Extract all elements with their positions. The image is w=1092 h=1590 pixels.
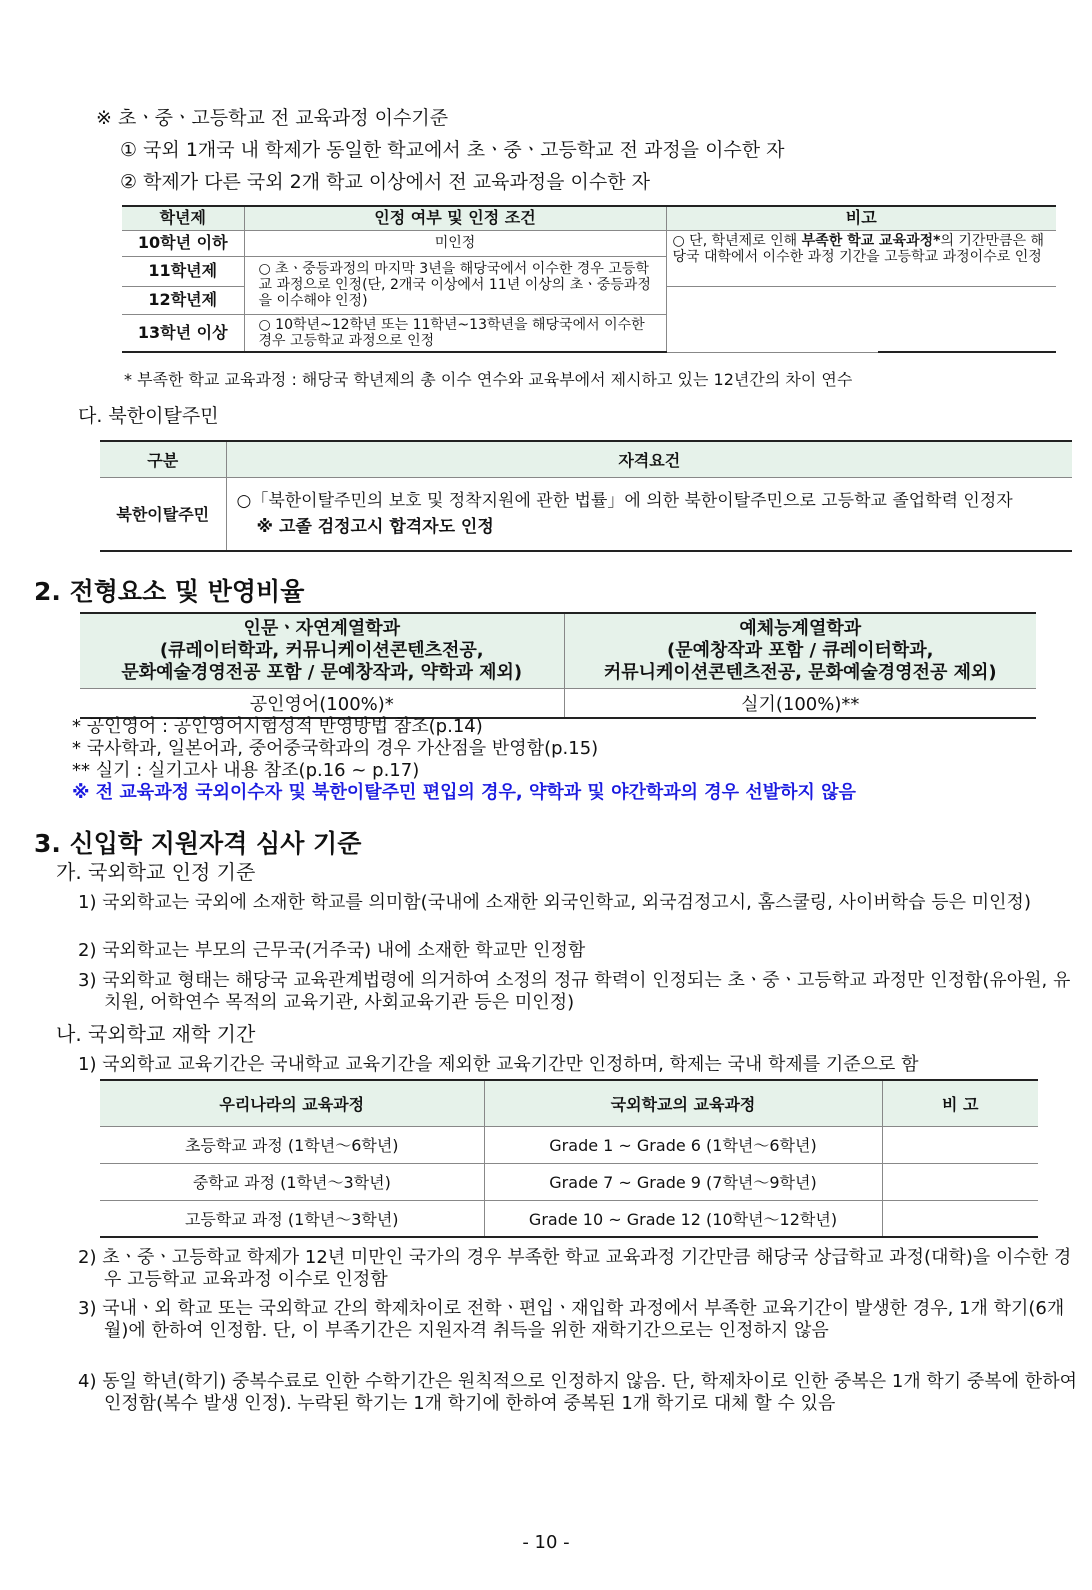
grade-system-table xyxy=(122,205,1056,353)
curriculum-abroad-cell: Grade 10 ~ Grade 12 (10학년～12학년) xyxy=(484,1200,882,1237)
section2-title: 2. 전형요소 및 반영비율 xyxy=(34,577,305,606)
curriculum-header-korea: 우리나라의 교육과정 xyxy=(100,1080,484,1126)
section3-title: 3. 신입학 지원자격 심사 기준 xyxy=(34,829,362,858)
north-korean-defector-table xyxy=(100,440,1072,552)
table1-header-condition: 인정 여부 및 인정 조건 xyxy=(244,206,666,230)
section-da-title: 다. 북한이탈주민 xyxy=(78,405,219,427)
table1-row-grade: 13학년 이상 xyxy=(122,314,244,352)
remark-text-post: 의 기간만큼은 해당국 대학에서 이수한 과정 기간을 고등학교 과정이수로 인정 xyxy=(672,232,1045,265)
selection-ratio-table xyxy=(80,612,1036,719)
ratio-header-humanities xyxy=(80,613,564,689)
curriculum-remark-cell xyxy=(882,1200,1038,1237)
remark-text-bold: 부족한 학교 교육과정* xyxy=(801,232,941,249)
na-item-4: 4) 동일 학년(학기) 중복수료로 인한 수학기간은 원칙적으로 인정하지 않음. 단, 학제차이로 인한 중복은 1개 학기 중복에 한하여 인정함(복수 발생 인정). 누락된 학기는 1개 학기에 한하여 중복된 1개 학기로 대체 할 수 있음 xyxy=(78,1371,1077,1414)
curriculum-korea-cell: 중학교 과정 (1학년～3학년) xyxy=(100,1163,484,1200)
ratio-note: * 국사학과, 일본어과, 중어중국학과의 경우 가산점을 반영함(p.15) xyxy=(72,738,599,759)
ratio-header-arts-line2: (문예창작과 포함 / 큐레이터학과, xyxy=(667,640,934,661)
defector-requirement-text: ○「북한이탈주민의 보호 및 정착지원에 관한 법률」에 의한 북한이탈주민으로 고등학교 졸업학력 인정자 xyxy=(236,490,1013,511)
curriculum-abroad-cell: Grade 7 ~ Grade 9 (7학년～9학년) xyxy=(484,1163,882,1200)
ratio-value-humanities: 공인영어(100%)* xyxy=(80,689,564,719)
na-item-2: 2) 초ㆍ중ㆍ고등학교 학제가 12년 미만인 국가의 경우 부족한 학교 교육과정 기간만큼 해당국 상급학교 과정(대학)을 이수한 경우 고등학교 교육과정 이수로 인정함 xyxy=(78,1247,1072,1290)
na-item-3: 3) 국내ㆍ외 학교 또는 국외학교 간의 학제차이로 전학ㆍ편입ㆍ재입학 과정에서 부족한 교육기간이 발생한 경우, 1개 학기(6개월)에 한하여 인정함. 단, 이 부족기간은 지원자격 취득을 위한 재학기간으로는 인정하지 않음 xyxy=(78,1298,1065,1341)
ratio-header-humanities-line2: (큐레이터학과, 커뮤니케이션콘텐츠전공, xyxy=(159,640,484,661)
curriculum-header-abroad: 국외학교의 교육과정 xyxy=(484,1080,882,1126)
ga-item-1: 1) 국외학교는 국외에 소재한 학교를 의미함(국내에 소재한 외국인학교, 외국검정고시, 홈스쿨링, 사이버학습 등은 미인정) xyxy=(78,892,1031,913)
table1-row-grade: 10학년 이하 xyxy=(122,230,244,256)
curriculum-korea-cell: 고등학교 과정 (1학년～3학년) xyxy=(100,1200,484,1237)
defector-requirement-note: ※ 고졸 검정고시 합격자도 인정 xyxy=(256,516,494,537)
criteria-item-2: ② 학제가 다른 국외 2개 학교 이상에서 전 교육과정을 이수한 자 xyxy=(120,171,651,193)
table1-remark-cell xyxy=(666,230,1056,286)
ratio-header-arts-line3: 커뮤니케이션콘텐츠전공, 문화예술경영전공 제외) xyxy=(603,662,997,683)
defector-header-category: 구분 xyxy=(100,441,226,477)
ratio-header-arts-line1: 예체능계열학과 xyxy=(739,618,862,639)
footnote-shortfall: * 부족한 학교 교육과정 : 해당국 학년제의 총 이수 연수와 교육부에서 제시하고 있는 12년간의 차이 연수 xyxy=(124,370,853,389)
table-row xyxy=(100,1200,1038,1237)
table1-row-condition: 미인정 xyxy=(244,230,666,256)
ga-item-2: 2) 국외학교는 부모의 근무국(거주국) 내에 소재한 학교만 인정함 xyxy=(78,940,586,961)
defector-header-requirements: 자격요건 xyxy=(226,441,1072,477)
selection-exclusion-notice: ※ 전 교육과정 국외이수자 및 북한이탈주민 편입의 경우, 약학과 및 야간학과의 경우 선발하지 않음 xyxy=(72,782,856,803)
table1-remark-empty xyxy=(666,286,1056,352)
ratio-note: ** 실기 : 실기고사 내용 참조(p.16 ~ p.17) xyxy=(72,760,420,781)
remark-text-pre: ○ 단, 학년제로 인해 xyxy=(672,232,802,249)
table1-row-grade: 11학년제 xyxy=(122,256,244,286)
na-item-1: 1) 국외학교 교육기간은 국내학교 교육기간을 제외한 교육기간만 인정하며, 학제는 국내 학제를 기준으로 함 xyxy=(78,1054,919,1075)
curriculum-comparison-table xyxy=(100,1079,1038,1238)
curriculum-remark-cell xyxy=(882,1126,1038,1163)
defector-row-requirements xyxy=(226,477,1072,551)
criteria-title: ※ 초ㆍ중ㆍ고등학교 전 교육과정 이수기준 xyxy=(96,107,449,129)
table-row xyxy=(100,1126,1038,1163)
table1-row-grade: 12학년제 xyxy=(122,286,244,314)
ratio-note: * 공인영어 : 공인영어시험성적 반영방법 참조(p.14) xyxy=(72,716,483,737)
table1-row-condition: ○ 10학년~12학년 또는 11학년~13학년을 해당국에서 이수한 경우 고등학교 과정으로 인정 xyxy=(244,314,666,352)
ratio-value-arts: 실기(100%)** xyxy=(564,689,1036,719)
defector-row-label: 북한이탈주민 xyxy=(100,477,226,551)
table-row xyxy=(100,1163,1038,1200)
table1-row-condition: ○ 초ㆍ중등과정의 마지막 3년을 해당국에서 이수한 경우 고등학교 과정으로 인정(단, 2개국 이상에서 11년 이상의 초ㆍ중등과정을 이수해야 인정) xyxy=(244,256,666,314)
criteria-item-1: ① 국외 1개국 내 학제가 동일한 학교에서 초ㆍ중ㆍ고등학교 전 과정을 이수한 자 xyxy=(120,139,785,161)
page-number: - 10 - xyxy=(522,1532,570,1553)
curriculum-korea-cell: 초등학교 과정 (1학년～6학년) xyxy=(100,1126,484,1163)
curriculum-remark-cell xyxy=(882,1163,1038,1200)
ga-item-3: 3) 국외학교 형태는 해당국 교육관계법령에 의거하여 소정의 정규 학력이 인정되는 초ㆍ중ㆍ고등학교 과정만 인정함(유아원, 유치원, 어학연수 목적의 교육기관, 사회교육기관 등은 미인정) xyxy=(78,970,1071,1013)
curriculum-abroad-cell: Grade 1 ~ Grade 6 (1학년～6학년) xyxy=(484,1126,882,1163)
ratio-header-humanities-line3: 문화예술경영전공 포함 / 문예창작과, 약학과 제외) xyxy=(121,662,523,683)
section-ga-title: 가. 국외학교 인정 기준 xyxy=(56,860,256,884)
section-na-title: 나. 국외학교 재학 기간 xyxy=(56,1022,256,1046)
table1-bottom-rule xyxy=(878,351,1056,353)
ratio-header-arts xyxy=(564,613,1036,689)
table1-header-grade: 학년제 xyxy=(122,206,244,230)
table1-header-remark: 비고 xyxy=(666,206,1056,230)
curriculum-header-remark: 비 고 xyxy=(882,1080,1038,1126)
ratio-header-humanities-line1: 인문ㆍ자연계열학과 xyxy=(243,618,400,639)
